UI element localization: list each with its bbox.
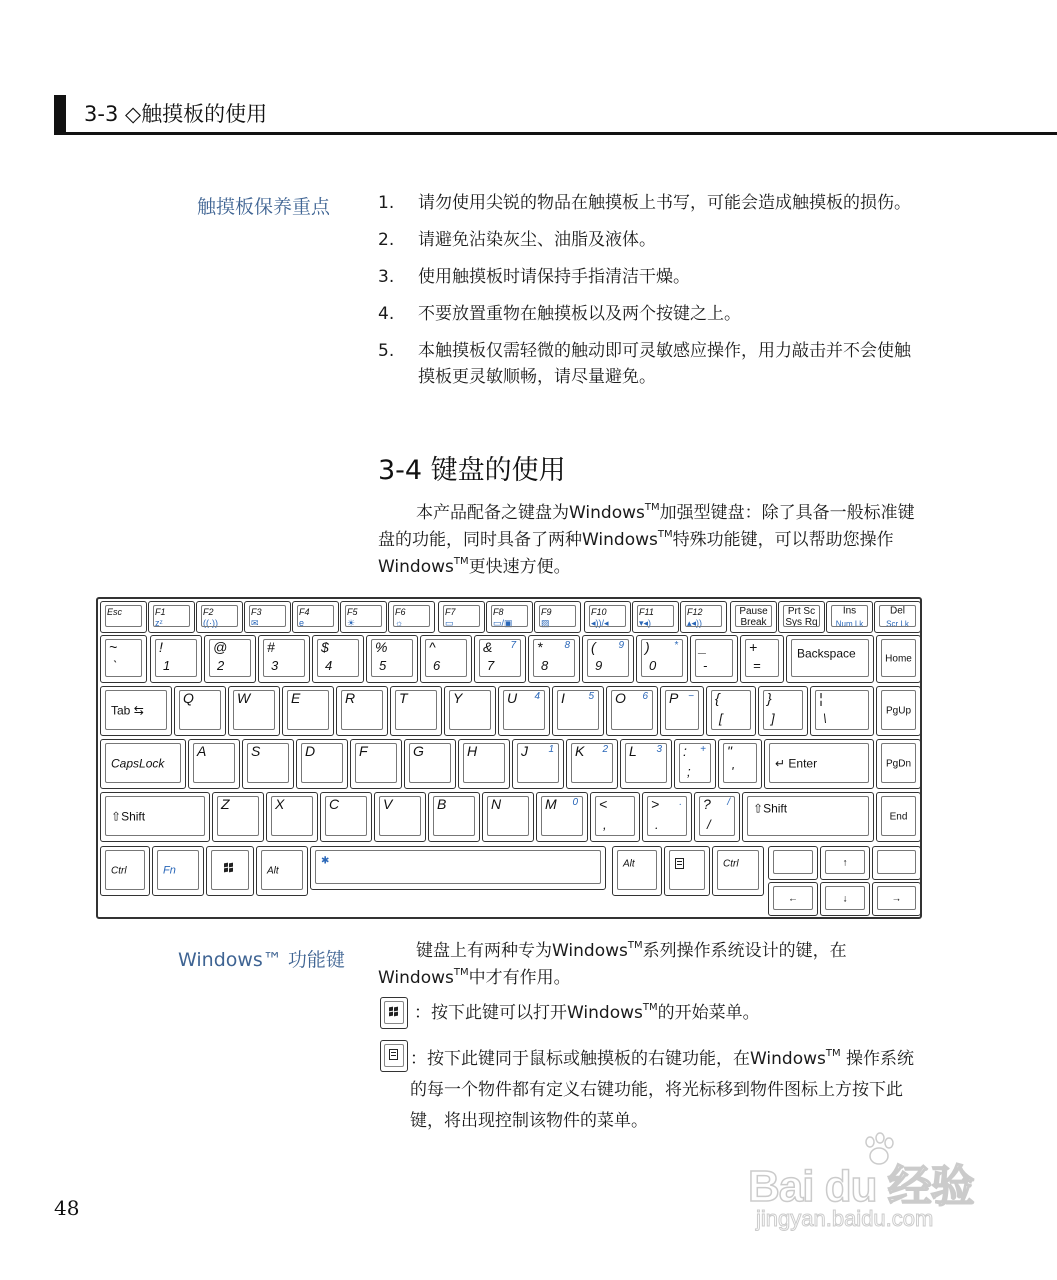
key-i: I 5: [552, 686, 604, 736]
tab-arrows-icon: ⇆: [133, 703, 144, 718]
key-s: S: [242, 739, 294, 789]
menu-key-description: ：按下此键同于鼠标或触摸板的右键功能，在Windows™ 操作系统的每一个物件都有定义右键功能，将光标移到物件图标上方按下此键，将出现控制该物件的菜单。: [410, 1048, 915, 1131]
key-1: ! 1: [150, 635, 202, 683]
key-enter: ↵ Enter: [764, 739, 874, 789]
key-semicolon: : + ;: [674, 739, 716, 789]
menu-key-glyph-icon: [389, 1049, 398, 1060]
page-number: 48: [54, 1196, 80, 1220]
key-del: Del Scr Lk: [874, 601, 921, 633]
arrow-down-icon: ↓: [842, 893, 848, 905]
key-a: A: [188, 739, 240, 789]
key-g: G: [404, 739, 456, 789]
key-5: % 5: [366, 635, 418, 683]
key-shift-right: ⇧Shift: [742, 792, 874, 842]
key-space: [310, 846, 606, 890]
key-f2: F2 ((·)): [196, 601, 243, 633]
arrow-right-icon: →: [891, 893, 902, 905]
keyboard-section-title: 3-4 键盘的使用: [378, 455, 566, 486]
key-d: D: [296, 739, 348, 789]
header-title: 3-3 ◇触摸板的使用: [84, 102, 268, 126]
key-bracket-left: { [: [706, 686, 756, 736]
header-rule: [54, 132, 1057, 135]
key-f11: F11 ▾◂): [632, 601, 679, 633]
list-item: 2. 请避免沾染灰尘、油脂及液体。: [378, 230, 656, 250]
key-pause: Pause Break: [730, 601, 777, 633]
key-end: End: [876, 792, 921, 842]
list-item: 1. 请勿使用尖锐的物品在触摸板上书写，可能会造成触摸板的损伤。: [378, 193, 911, 213]
key-m: M 0: [536, 792, 588, 842]
key-backspace: Backspace: [786, 635, 874, 683]
key-t: T: [390, 686, 442, 736]
key-down: [820, 882, 870, 916]
list-item: 4. 不要放置重物在触摸板以及两个按键之上。: [378, 304, 741, 324]
key-backtick: ~ `: [100, 635, 147, 683]
windows-key-description: ：按下此键可以打开Windows™的开始菜单。: [414, 1002, 760, 1023]
key-backslash: ¦ \: [810, 686, 874, 736]
windows-keys-intro: 键盘上有两种专为Windows™系列操作系统设计的键，在Windows™中才有作用。: [378, 940, 847, 988]
key-minus: _ -: [690, 635, 738, 683]
key-alt-left: Alt: [256, 846, 308, 896]
key-fn: Fn: [152, 846, 204, 896]
key-f1: F1 zᶻ: [148, 601, 195, 633]
key-8: * 8 8: [528, 635, 580, 683]
key-equals: + =: [740, 635, 784, 683]
key-menu: [664, 846, 710, 896]
header-bar: [54, 95, 66, 135]
key-right: [872, 882, 921, 916]
shift-arrow-icon: ⇧: [111, 809, 122, 824]
key-ins: Ins Num Lk: [826, 601, 873, 633]
arrow-left-icon: ←: [788, 893, 798, 905]
windows-key-icon: [380, 997, 408, 1029]
key-f: F: [350, 739, 402, 789]
key-f12: F12 ▴◂)): [680, 601, 727, 633]
key-4: $ 4: [312, 635, 364, 683]
key-pgdn: PgDn: [876, 739, 921, 789]
key-x: X: [266, 792, 318, 842]
key-6: ^ 6: [420, 635, 472, 683]
key-f6: F6 ☼: [388, 601, 435, 633]
bluetooth-icon: ✱: [321, 855, 330, 867]
shift-arrow-icon: ⇧: [753, 801, 764, 816]
key-quote: " ': [718, 739, 762, 789]
key-f5: F5 ☀: [340, 601, 387, 633]
key-f9: F9 ▨: [534, 601, 581, 633]
windows-keys-heading: Windows™ 功能键: [178, 949, 345, 971]
key-b: B: [428, 792, 480, 842]
key-l: L 3: [620, 739, 672, 789]
arrow-up-icon: ↑: [842, 857, 848, 869]
key-n: N: [482, 792, 534, 842]
windows-logo-icon: [224, 863, 234, 873]
key-left: [768, 882, 818, 916]
key-e: E: [282, 686, 334, 736]
key-q: Q: [174, 686, 226, 736]
key-up: [820, 846, 870, 880]
key-f3: F3 ✉: [244, 601, 291, 633]
menu-key-icon: [675, 858, 684, 869]
key-ctrl-right: Ctrl: [712, 846, 764, 896]
key-bracket-right: } ]: [758, 686, 808, 736]
key-u: U 4: [498, 686, 550, 736]
key-f4: F4 e: [292, 601, 339, 633]
enter-arrow-icon: ↵: [775, 756, 786, 771]
key-f10: F10 ◂))/◂: [584, 601, 631, 633]
key-tab: Tab ⇆: [100, 686, 172, 736]
key-ctrl-left: Ctrl: [100, 846, 150, 896]
touchpad-care-heading: 触摸板保养重点: [197, 196, 331, 218]
keyboard-diagram: [96, 597, 922, 919]
key-home: Home: [876, 635, 921, 683]
key-h: H: [458, 739, 510, 789]
keyboard-intro: 本产品配备之键盘为Windows™加强型键盘：除了具备一般标准键盘的功能，同时具备了两种Windows™特殊功能键，可以帮助您操作Windows™更快速方便。: [378, 502, 915, 577]
key-alt-right: Alt: [612, 846, 662, 896]
key-c: C: [320, 792, 372, 842]
key-z: Z: [212, 792, 264, 842]
key-p: P −: [660, 686, 704, 736]
paw-icon: [858, 1130, 898, 1170]
key-r: R: [336, 686, 388, 736]
key-7: & 7 7: [474, 635, 526, 683]
key-9: ( 9 9: [582, 635, 634, 683]
menu-key-icon: [380, 1040, 408, 1072]
key-period: > . .: [642, 792, 692, 842]
key-y: Y: [444, 686, 496, 736]
key-f7: F7 ▭: [438, 601, 485, 633]
key-capslock: CapsLock: [100, 739, 186, 789]
key-2: @ 2: [204, 635, 256, 683]
key-slash: ? / /: [694, 792, 740, 842]
key-prtsc: Prt Sc Sys Rq: [778, 601, 825, 633]
key-v: V: [374, 792, 426, 842]
list-item: 3. 使用触摸板时请保持手指清洁干燥。: [378, 267, 690, 287]
key-3: # 3: [258, 635, 310, 683]
touchpad-care-list: [378, 190, 923, 401]
key-0: ) * 0: [636, 635, 688, 683]
key-pgup: PgUp: [876, 686, 921, 736]
key-esc: Esc: [100, 601, 147, 633]
key-k: K 2: [566, 739, 618, 789]
key-o: O 6: [606, 686, 658, 736]
windows-logo-icon: [389, 1007, 399, 1017]
list-item: 5. 本触摸板仅需轻微的触动即可灵敏感应操作，用力敲击并不会使触摸板更灵敏顺畅，请尽量避免。: [378, 341, 911, 387]
key-windows: [206, 846, 254, 896]
key-shift-left: ⇧Shift: [100, 792, 210, 842]
baidu-jingyan-watermark: Bai du 经验 jingyan.baidu.com: [748, 1150, 998, 1240]
key-blank-2: [872, 846, 921, 880]
key-w: W: [228, 686, 280, 736]
key-comma: < ,: [590, 792, 640, 842]
key-j: J 1: [512, 739, 564, 789]
key-blank-1: [768, 846, 818, 880]
key-f8: F8 ▭/▣: [486, 601, 533, 633]
